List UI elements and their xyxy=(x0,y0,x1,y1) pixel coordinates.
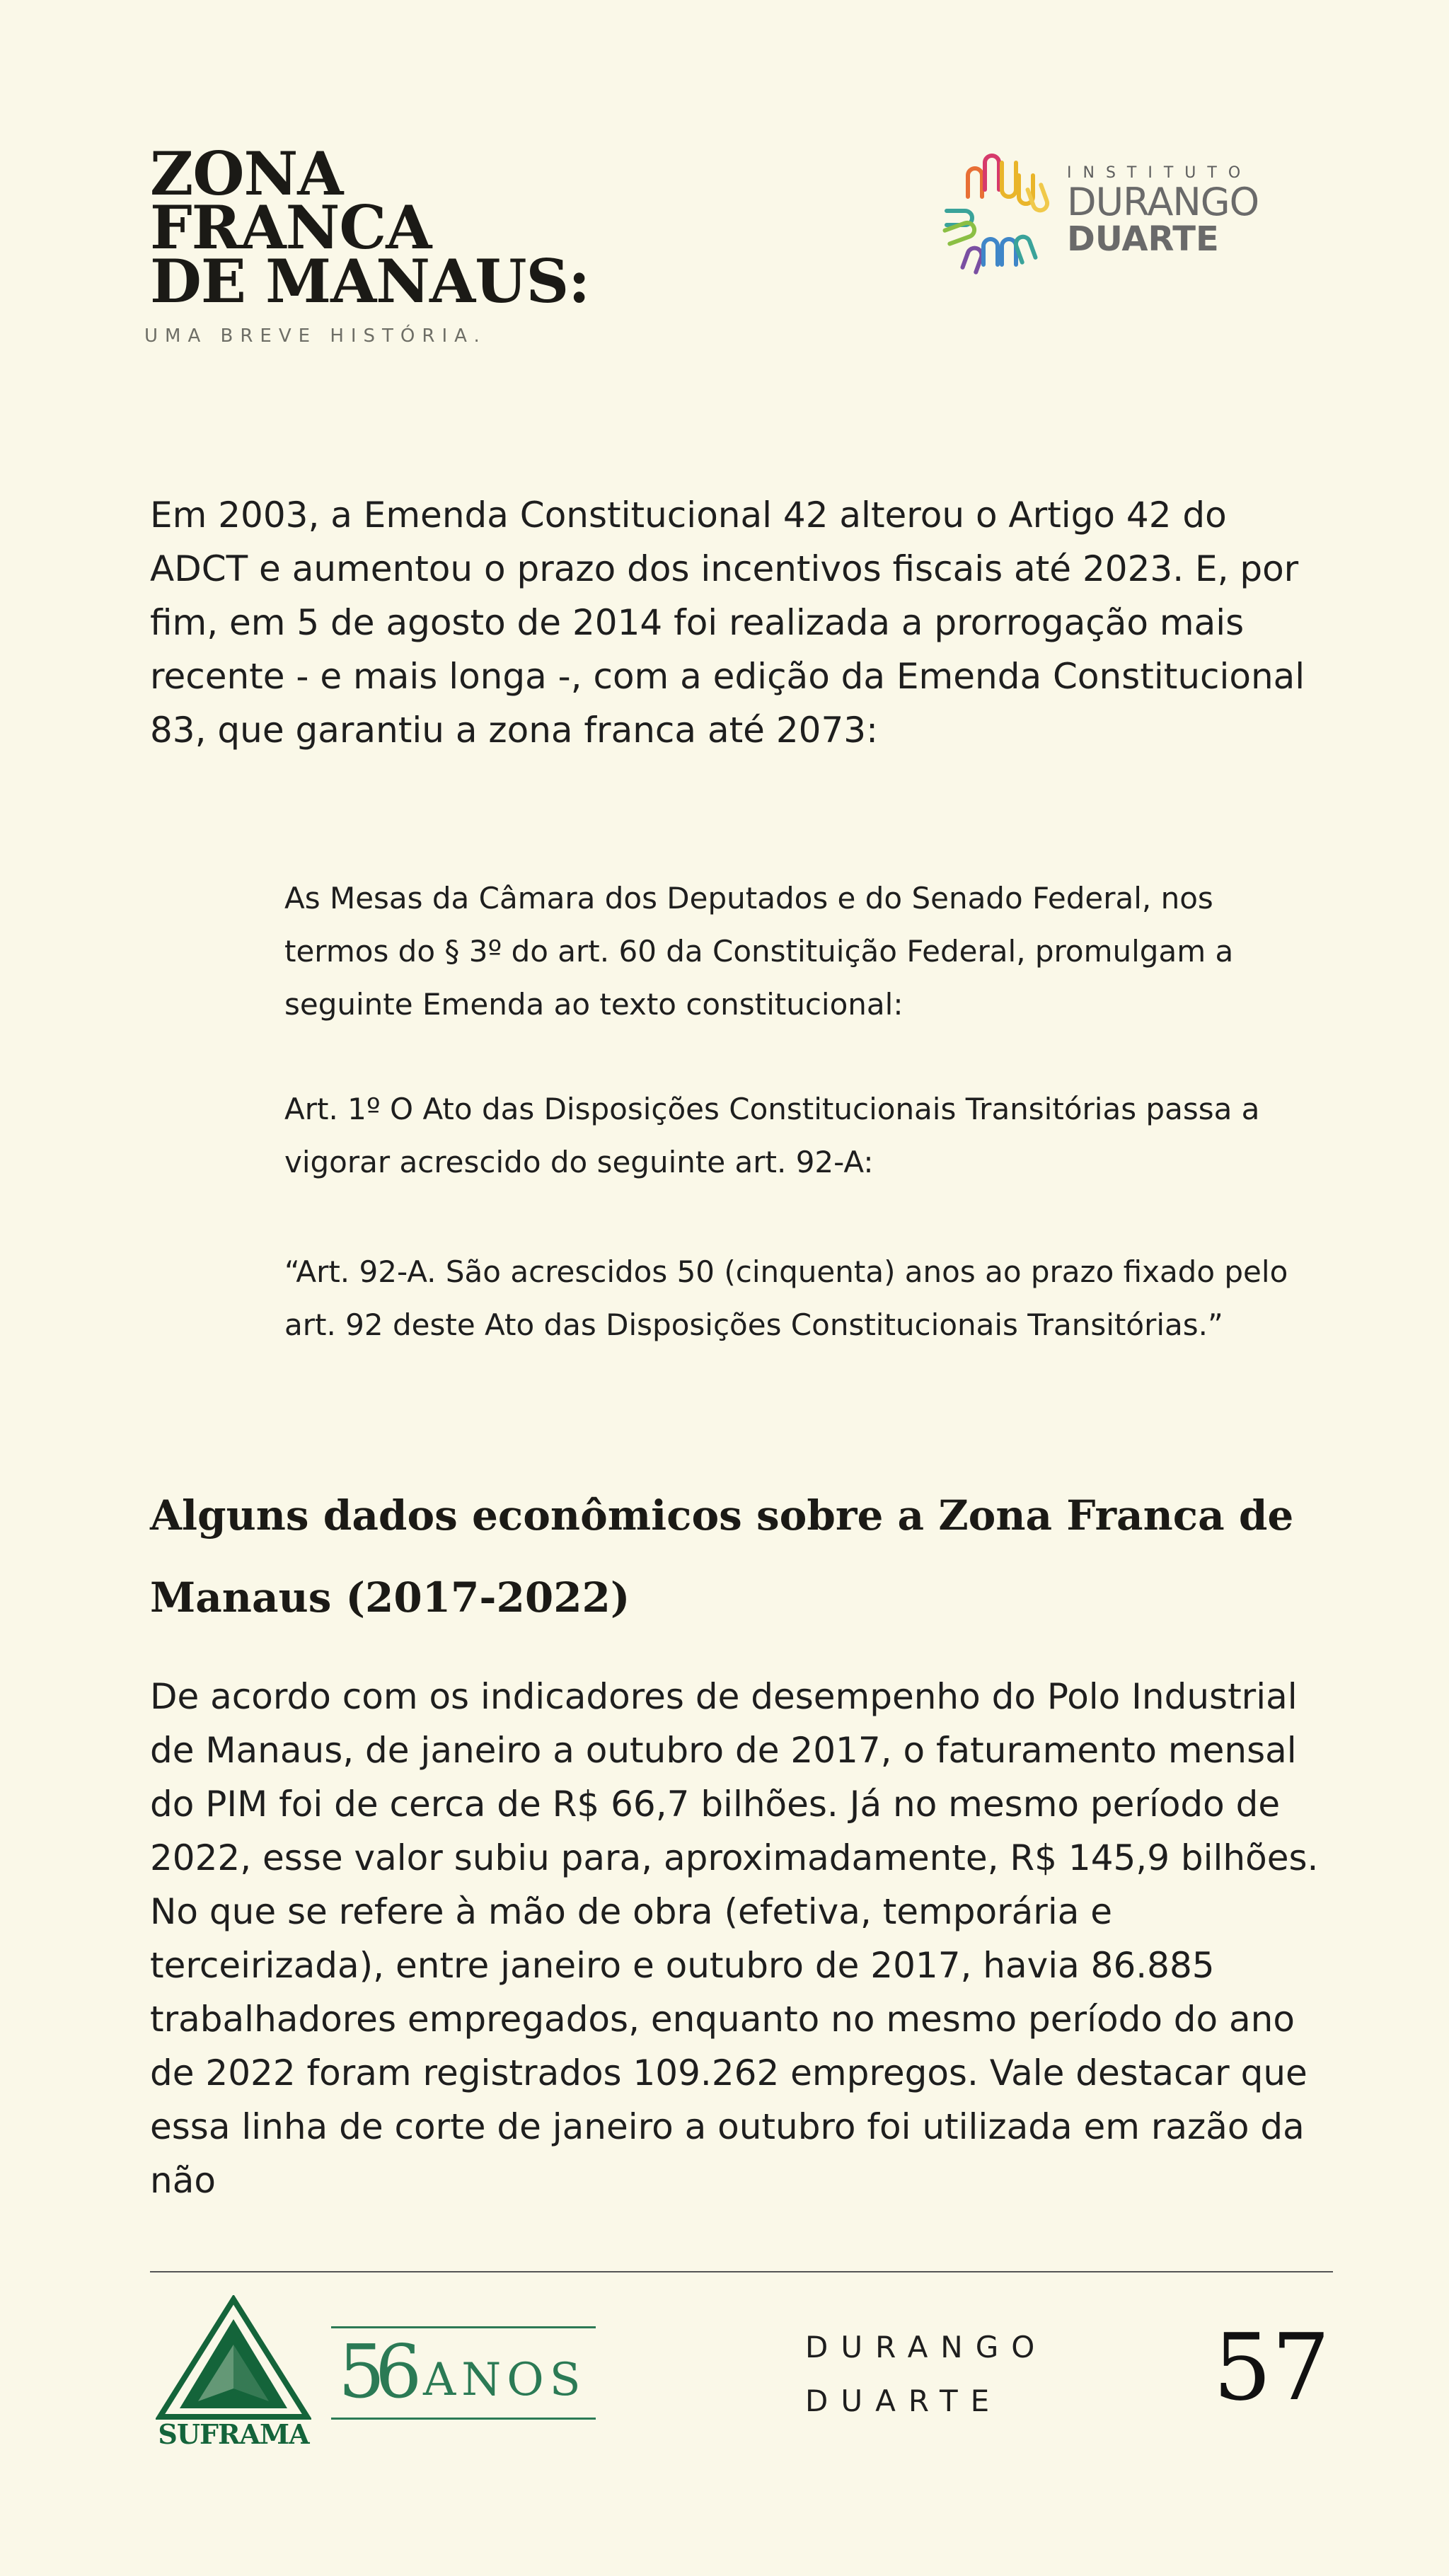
suframa-label: SUFRAMA xyxy=(158,2418,309,2450)
section-heading: Alguns dados econômicos sobre a Zona Franca de Manaus (2017-2022) xyxy=(150,1491,1294,1622)
institute-name-line1: DURANGO xyxy=(1067,180,1259,224)
title-line: ZONA xyxy=(150,139,343,209)
anos-label: ANOS xyxy=(423,2354,587,2406)
paragraph-intro: Em 2003, a Emenda Constitucional 42 alterou o Artigo 42 do ADCT e aumentou o prazo dos incentivos fiscais até 2023. E, por fim, em 5 de agosto de 2014 foi realizada a prorrogação mais recente - e mais longa -, com a edição da Emenda Constitucional 83, que garantiu a zona franca até 2073: xyxy=(150,495,1305,751)
title-line: FRANCA xyxy=(150,192,432,262)
anos-number: 56 xyxy=(338,2328,412,2415)
institute-label: INSTITUTO xyxy=(1067,164,1252,182)
quote-paragraph: “Art. 92-A. São acrescidos 50 (cinquenta) anos ao prazo fixado pelo art. 92 deste Ato das Disposições Constitucionais Transitórias.” xyxy=(284,1254,1288,1342)
suframa-triangle-icon xyxy=(156,2295,311,2422)
suframa-logo xyxy=(156,2295,311,2458)
footer-brand-line: DURANGO xyxy=(805,2330,1048,2364)
instituto-durango-duarte-logo xyxy=(940,147,1279,282)
institute-name-line2: DUARTE xyxy=(1067,219,1219,259)
footer-divider xyxy=(150,2271,1333,2272)
footer-brand xyxy=(805,2321,1047,2428)
rainbow-arches-icon xyxy=(940,147,1074,282)
page-number: 57 xyxy=(1213,2314,1330,2421)
title-line: DE MANAUS: xyxy=(150,246,590,316)
quote-paragraph: Art. 1º O Ato das Disposições Constitucionais Transitórias passa a vigorar acrescido do seguinte art. 92-A: xyxy=(284,1092,1260,1179)
56-anos-badge xyxy=(331,2326,596,2420)
footer-brand-line: DUARTE xyxy=(805,2384,1003,2418)
document-subtitle: UMA BREVE HISTÓRIA. xyxy=(144,325,487,347)
paragraph-economic-data: De acordo com os indicadores de desempenho do Polo Industrial de Manaus, de janeiro a outubro de 2017, o faturamento mensal do PIM foi de cerca de R$ 66,7 bilhões. Já no mesmo período de 2022, esse valor subiu para, aproximadamente, R$ 145,9 bilhões. No que se refere à mão de obra (efetiva, temporária e terceirizada), entre janeiro e outubro de 2017, havia 86.885 trabalhadores empregados, enquanto no mesmo período do ano de 2022 foram registrados 109.262 empregos. Vale destacar que essa linha de corte de janeiro a outubro foi utilizada em razão da não xyxy=(150,1676,1319,2201)
quote-paragraph: As Mesas da Câmara dos Deputados e do Senado Federal, nos termos do § 3º do art. 60 da Constituição Federal, promulgam a seguinte Emenda ao texto constitucional: xyxy=(284,881,1234,1022)
document-title xyxy=(150,139,590,316)
